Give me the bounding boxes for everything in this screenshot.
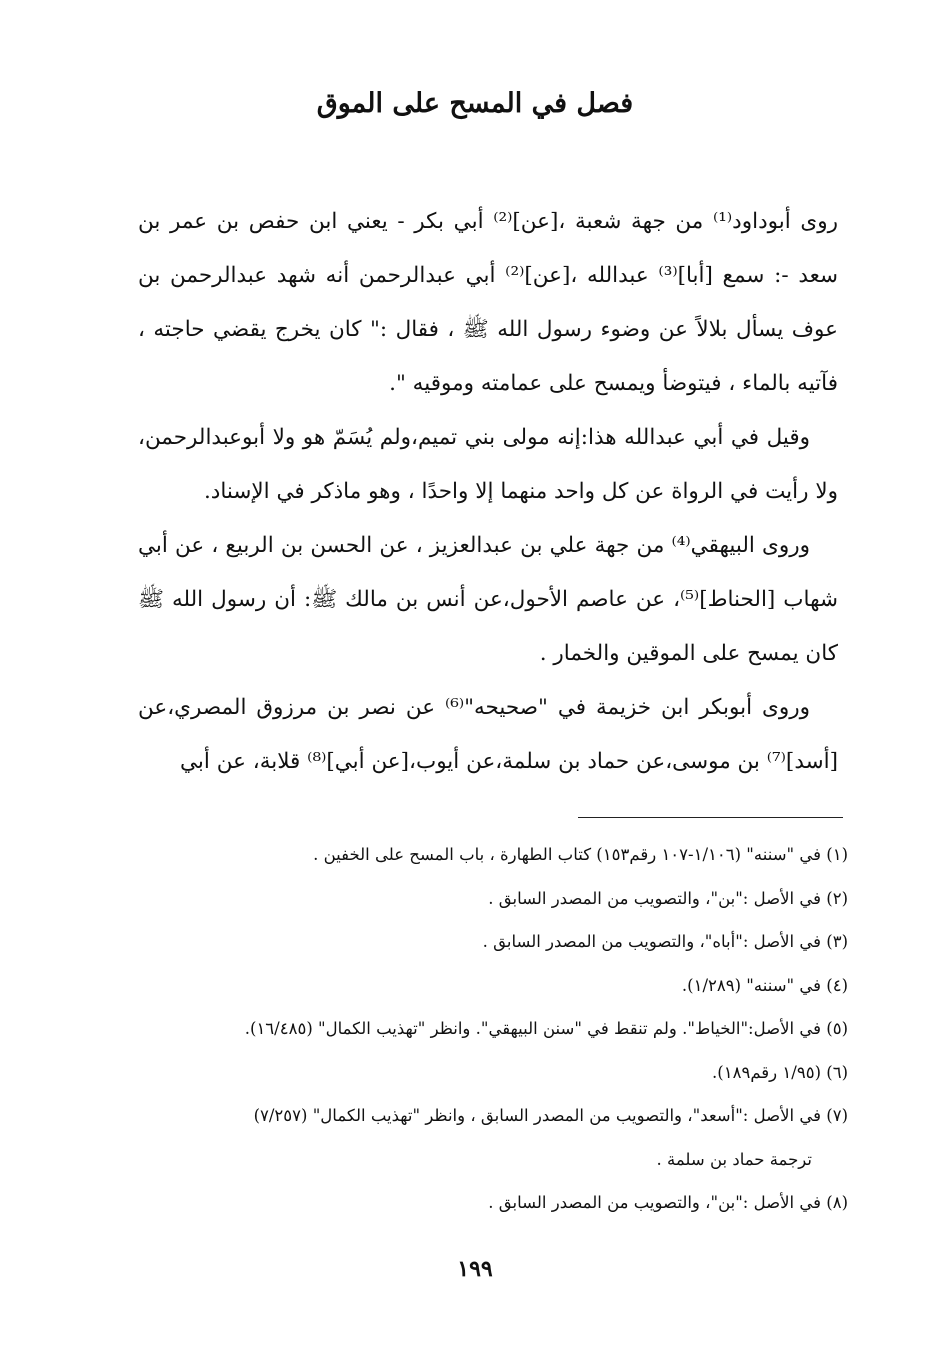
footnotes xyxy=(120,833,848,1225)
footnote-5: (٥) في الأصل:"الخياط". ولم تنقط في "سنن البيهقي". وانظر "تهذيب الكمال" (١٦/٤٨٥). xyxy=(244,1019,848,1038)
footnote-6: (٦) (١/٩٥ رقم١٨٩). xyxy=(712,1062,848,1082)
paragraph-3: وروى البيهقي⁽⁴⁾ من جهة علي بن عبدالعزيز ، عن الحسن بن الربيع ، عن أبي شهاب [الحناط]⁽⁵⁾، عن عاصم الأحول،عن أنس بن مالك ﷺ: أن رسول الله ﷺ كان يمسح على الموقين والخمار . xyxy=(138,533,839,666)
footnote-7-continuation: ترجمة حماد بن سلمة . xyxy=(656,1149,812,1169)
footnote-2: (٢) في الأصل :"بن"، والتصويب من المصدر السابق . xyxy=(488,888,848,908)
footnote-4: (٤) في "سننه" (١/٢٨٩). xyxy=(681,975,848,995)
chapter-title: فصل في المسح على الموق xyxy=(316,88,634,119)
paragraph-2: وقيل في أبي عبدالله هذا:إنه مولى بني تميم،ولم يُسَمّ هو ولا أبوعبدالرحمن، ولا رأيت في الرواة عن كل واحد منهما إلا واحدًا ، وهو ماذكر في الإسناد. xyxy=(138,425,838,504)
footnote-divider xyxy=(578,817,843,818)
footnote-8: (٨) في الأصل :"بن"، والتصويب من المصدر السابق . xyxy=(488,1193,848,1212)
footnote-7: (٧) في الأصل :"أسعد"، والتصويب من المصدر السابق ، وانظر "تهذيب الكمال" (٧/٢٥٧) xyxy=(253,1106,848,1125)
main-text xyxy=(138,195,838,789)
footnote-3: (٣) في الأصل :"أباه"، والتصويب من المصدر السابق . xyxy=(482,932,848,951)
paragraph-1: روى أبوداود⁽¹⁾ من جهة شعبة ،[عن]⁽²⁾ أبي بكر - يعني ابن حفص بن عمر بن سعد -: سمع [أبا]⁽³⁾ عبدالله ،[عن]⁽²⁾ أبي عبدالرحمن أنه شهد عبدالرحمن بن عوف يسأل بلالاً عن وضوء رسول الله ﷺ ، فقال :" كان يخرج يقضي حاجته ، فآتيه بالماء ، فيتوضأ ويمسح على عمامته وموقيه ". xyxy=(138,209,838,396)
paragraph-4: وروى أبوبكر ابن خزيمة في "صحيحه"⁽⁶⁾ عن نصر بن مرزوق المصري،عن [أسد]⁽⁷⁾ بن موسى،عن حماد بن سلمة،عن أيوب،[عن أبي]⁽⁸⁾ قلابة، عن أبي xyxy=(138,695,838,774)
page-number: ١٩٩ xyxy=(457,1256,493,1282)
footnote-1: (١) في "سننه" (١/١٠٦-١٠٧ رقم١٥٣) كتاب الطهارة ، باب المسح على الخفين . xyxy=(313,845,848,864)
